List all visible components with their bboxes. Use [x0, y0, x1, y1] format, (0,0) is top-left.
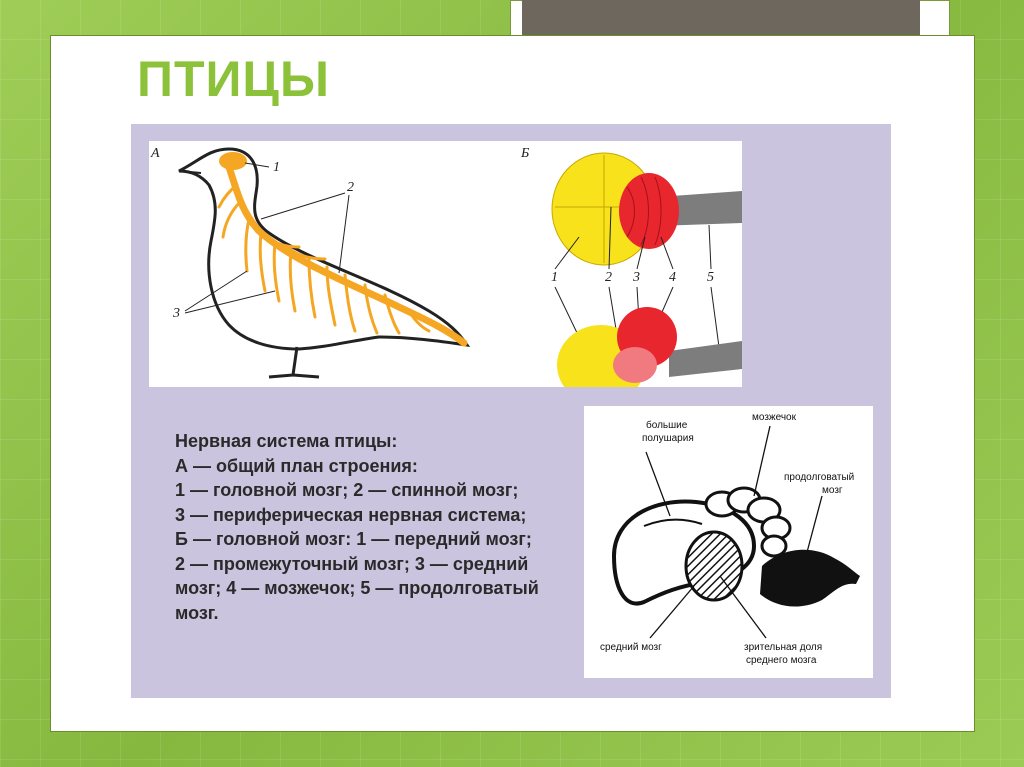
- b-label-1: 1: [551, 270, 558, 285]
- label-medulla-2: мозг: [822, 485, 843, 496]
- medulla-side: [669, 341, 742, 377]
- bird-leg: [269, 347, 319, 377]
- b-label-2: 2: [605, 270, 612, 285]
- b-label-5: 5: [707, 270, 714, 285]
- midbrain-side: [613, 347, 657, 383]
- label-cerebellum: мозжечок: [752, 412, 796, 423]
- medulla-shape: [760, 550, 860, 607]
- b-label-3: 3: [633, 270, 640, 285]
- caption-line: 1 — головной мозг; 2 — спинной мозг;: [175, 480, 519, 500]
- caption-line: Нервная система птицы:: [175, 431, 398, 451]
- panel-a-label: А: [151, 146, 160, 161]
- label-hemispheres-2: полушария: [642, 433, 694, 444]
- label-2: 2: [347, 180, 354, 195]
- bird-nervous-system-figure: [149, 141, 742, 387]
- content-panel: [131, 124, 891, 698]
- caption-line: А — общий план строения:: [175, 455, 418, 476]
- caption-line: Б — головной мозг: 1 — передний мозг;: [175, 529, 532, 549]
- label-3: 3: [173, 306, 180, 321]
- bird-brain-mark: [219, 152, 247, 170]
- optic-lobe-shape: [686, 532, 742, 600]
- caption-line: 2 — промежуточный мозг; 3 — средний мозг; 4 — мозжечок; 5 — продолговатый мозг.: [175, 553, 539, 623]
- slide-title: ПТИЦЫ: [137, 51, 330, 107]
- brain-side-illustration: [584, 406, 873, 678]
- label-midbrain: средний мозг: [600, 642, 662, 653]
- label-optic-lobe: зрительная доля: [744, 642, 823, 653]
- caption-line: 3 — периферическая нервная система;: [175, 504, 527, 525]
- label-optic-lobe-2: среднего мозга: [746, 655, 817, 666]
- b-label-4: 4: [669, 270, 676, 285]
- brain-side-figure: [584, 406, 873, 678]
- label-1: 1: [273, 160, 280, 175]
- figure-caption: [175, 429, 555, 625]
- panel-b-label: Б: [521, 146, 530, 161]
- label-medulla: продолговатый: [784, 472, 855, 483]
- label-hemispheres: большие: [646, 420, 688, 431]
- bird-nervous-system-illustration: [149, 141, 742, 387]
